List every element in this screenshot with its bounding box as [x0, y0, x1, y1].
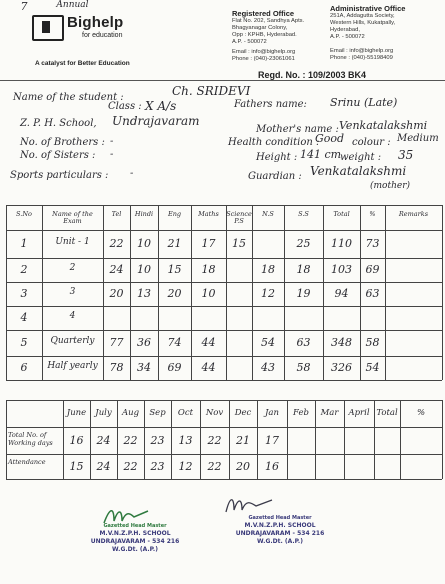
header-divider	[0, 80, 445, 81]
marks-table-row-line	[6, 380, 442, 381]
attendance-cell: 17	[265, 433, 279, 447]
marks-table-cell: 13	[137, 287, 151, 300]
marks-table-header: Remarks	[398, 210, 429, 218]
attendance-cell: 24	[96, 459, 111, 473]
marks-table-cell: 63	[296, 336, 311, 349]
class-value: X A/s	[145, 99, 177, 113]
admin-office-line: A.P. - 500072	[330, 34, 365, 40]
marks-table-row-line	[6, 306, 442, 307]
attendance-cell: 12	[178, 459, 193, 473]
registered-office-line: Bhagyanagar Colony,	[232, 25, 288, 31]
height-value: 141 cm	[300, 148, 342, 161]
marks-table-cell: 77	[109, 336, 124, 349]
weight-value: 35	[398, 148, 414, 162]
marks-table-row-line	[6, 205, 442, 206]
month-header: July	[95, 408, 112, 418]
right-stamp-school: M.V.N.Z.P.H. SCHOOL	[244, 522, 316, 529]
attendance-table-row-line	[6, 454, 442, 455]
marks-table-cell: 6	[20, 361, 28, 374]
left-stamp-place: UNDRAJAVARAM - 534 216	[90, 538, 180, 545]
marks-table-header: Name of the Exam	[52, 210, 93, 225]
marks-table-cell: 110	[331, 237, 352, 250]
bighelp-logo-icon	[32, 15, 64, 41]
marks-table-row-line	[6, 356, 442, 357]
right-stamp	[225, 514, 335, 546]
attendance-table-col-line	[6, 400, 7, 479]
guardian-relation: (mother)	[370, 181, 411, 191]
sports-value: -	[130, 168, 134, 179]
month-header: Oct	[177, 408, 194, 418]
marks-table-cell: 3	[20, 287, 28, 300]
exam-name-cell: 2	[69, 263, 76, 273]
right-stamp-district: W.G.Dt. (A.P.)	[257, 538, 303, 545]
brand-name: Bighelp	[67, 14, 124, 31]
marks-table-cell: 44	[201, 361, 216, 374]
marks-table-cell: 18	[296, 263, 311, 276]
left-stamp-school: M.V.N.Z.P.H. SCHOOL	[99, 530, 171, 537]
marks-table-header: N.S	[262, 210, 274, 218]
registered-office-title: Registered Office	[232, 9, 295, 18]
marks-table-cell: 20	[167, 287, 182, 300]
marks-table-cell: 18	[201, 263, 216, 276]
admin-office	[330, 4, 442, 62]
marks-table-cell: 63	[365, 287, 380, 300]
marks-table-cell: 348	[331, 336, 352, 349]
school-value: Undrajavaram	[112, 114, 200, 128]
admin-office-email: Email : info@bighelp.org	[330, 48, 394, 54]
exam-name-cell: 4	[69, 311, 76, 321]
registration-number: Regd. No. : 109/2003 BK4	[258, 70, 367, 80]
marks-table-col-line	[385, 205, 386, 380]
guardian-label: Guardian :	[248, 171, 302, 182]
marks-table-cell: 58	[365, 336, 380, 349]
brand-subtitle: for education	[82, 32, 123, 39]
sports-label: Sports particulars :	[10, 170, 109, 181]
student-name-label: Name of the student :	[13, 92, 124, 103]
health-value: Good	[315, 132, 345, 145]
marks-table-row-line	[6, 230, 442, 231]
admin-office-line: Western Hills, Kukatpally,	[330, 20, 396, 26]
attendance-cell: 22	[207, 433, 222, 447]
marks-table-header: %	[369, 210, 376, 218]
marks-table-cell: 22	[109, 237, 124, 250]
left-stamp	[80, 522, 190, 554]
mother-value: Venkatalakshmi	[339, 119, 428, 132]
marks-table-cell: 1	[20, 237, 28, 250]
father-value: Srinu (Late)	[330, 96, 398, 109]
marks-table-cell: 69	[365, 263, 380, 276]
guardian-value: Venkatalakshmi	[310, 164, 407, 178]
attendance-cell: 22	[123, 433, 138, 447]
weight-label: weight :	[340, 152, 382, 163]
marks-table-cell: 73	[365, 237, 380, 250]
marks-table-header: Eng	[167, 210, 182, 218]
attendance-cell: 22	[207, 459, 222, 473]
school-label: Z. P. H. School,	[20, 118, 97, 129]
marks-table-cell: 43	[261, 361, 275, 374]
attendance-cell: 23	[150, 433, 165, 447]
registered-office-line: Flat No. 202, Sandhya Apts.	[232, 18, 305, 24]
attendance-cell: 15	[69, 459, 84, 473]
marks-table-cell: 24	[109, 263, 124, 276]
marks-table-cell: 2	[20, 263, 28, 276]
marks-table-row-line	[6, 282, 442, 283]
sisters-value: -	[110, 149, 114, 160]
month-header: Dec	[234, 408, 252, 418]
admin-office-line: Hyderabad,	[330, 27, 360, 33]
marks-table-header: S.No	[16, 210, 32, 218]
marks-table-col-line	[442, 205, 443, 380]
marks-table-cell: 15	[232, 237, 246, 250]
exam-name-cell: Quarterly	[50, 336, 95, 346]
marks-table-row-line	[6, 330, 442, 331]
admin-office-phone: Phone : (040)-55198409	[330, 55, 393, 61]
marks-table-cell: 44	[201, 336, 216, 349]
left-stamp-title: Gazetted Head Master	[103, 523, 167, 529]
marks-table-cell: 58	[296, 361, 311, 374]
month-header: %	[416, 408, 426, 418]
tagline: A catalyst for Better Education	[35, 60, 130, 67]
marks-table-col-line	[226, 205, 227, 380]
exam-name-cell: Annual	[56, 0, 89, 10]
registered-office	[232, 9, 342, 63]
marks-table-cell: 326	[331, 361, 352, 374]
colour-label: colour :	[352, 137, 391, 148]
attendance-cell: 22	[123, 459, 138, 473]
health-label: Health condition :	[228, 137, 320, 148]
exam-name-cell: 3	[69, 287, 76, 297]
marks-table-cell: 10	[137, 263, 151, 276]
marks-table-cell: 36	[137, 336, 151, 349]
marks-table-header: Tel	[111, 210, 122, 218]
month-header: Jan	[265, 408, 279, 418]
marks-table-cell: 78	[109, 361, 124, 374]
month-header: June	[66, 408, 87, 418]
attendance-table-row-line	[6, 400, 442, 401]
marks-table-cell: 5	[20, 336, 28, 349]
marks-table-cell: 17	[201, 237, 216, 250]
marks-table-cell: 94	[334, 287, 349, 300]
marks-table-cell: 54	[261, 336, 275, 349]
height-label: Height :	[256, 152, 298, 163]
month-header: Total	[376, 408, 398, 418]
month-header: Mar	[320, 408, 339, 418]
attendance-table-row-line	[6, 479, 442, 480]
registered-office-line: Opp : KPHB, Hyderabad.	[232, 32, 297, 38]
marks-table-header: Hindi	[134, 210, 154, 218]
marks-table-cell: 21	[167, 237, 182, 250]
left-stamp-district: W.G.Dt. (A.P.)	[112, 546, 158, 553]
marks-table-cell: 10	[201, 287, 216, 300]
marks-table-header: Science P.S	[226, 210, 252, 225]
registered-office-phone: Phone : (040)-23061061	[232, 56, 295, 62]
brothers-label: No. of Brothers :	[20, 137, 105, 148]
marks-table-cell: 15	[167, 263, 182, 276]
admin-office-line: 251A, Addagutta Society,	[330, 13, 395, 19]
attendance-row-label: Attendance	[8, 458, 46, 466]
marks-table-cell: 18	[261, 263, 275, 276]
attendance-cell: 23	[150, 459, 165, 473]
marks-table-cell: 69	[167, 361, 182, 374]
brothers-value: -	[110, 136, 114, 147]
month-header: Sep	[149, 408, 166, 418]
right-stamp-place: UNDRAJAVARAM - 534 216	[235, 530, 325, 537]
marks-table-header: Total	[333, 210, 350, 218]
attendance-cell: 16	[265, 459, 279, 473]
attendance-cell: 21	[236, 433, 250, 447]
marks-table-cell: 25	[296, 237, 311, 250]
marks-table-cell: 7	[20, 0, 28, 13]
exam-name-cell: Half yearly	[47, 361, 98, 371]
attendance-row-label: Total No. of Working days	[8, 431, 53, 447]
attendance-cell: 13	[178, 433, 193, 447]
father-label: Fathers name:	[234, 99, 307, 110]
marks-table-header: Maths	[198, 210, 219, 218]
month-header: Feb	[293, 408, 309, 418]
marks-table-cell: 34	[137, 361, 151, 374]
marks-table-cell: 103	[331, 263, 352, 276]
exam-name-cell: Unit - 1	[55, 237, 90, 247]
marks-table-cell: 74	[167, 336, 182, 349]
marks-table-cell: 54	[365, 361, 380, 374]
attendance-table-row-line	[6, 427, 442, 428]
colour-value: Medium	[397, 133, 439, 144]
month-header: Aug	[121, 408, 140, 418]
marks-table-cell: 12	[261, 287, 275, 300]
registered-office-email: Email : info@bighelp.org	[232, 49, 296, 55]
attendance-table-col-line	[442, 400, 443, 479]
registered-office-line: A.P. - 500072	[232, 39, 267, 45]
admin-office-title: Administrative Office	[330, 4, 406, 13]
attendance-cell: 24	[96, 433, 111, 447]
marks-table-cell: 4	[20, 311, 28, 324]
class-label: Class :	[108, 101, 142, 112]
attendance-cell: 16	[69, 433, 84, 447]
marks-table-cell: 20	[109, 287, 124, 300]
marks-table-cell: 19	[296, 287, 311, 300]
marks-table-row-line	[6, 258, 442, 259]
sisters-label: No. of Sisters :	[20, 150, 96, 161]
mother-label: Mother's name :	[256, 124, 339, 135]
right-stamp-title: Gazetted Head Master	[248, 515, 312, 521]
marks-table-header: S.S	[298, 210, 309, 218]
student-name-value: Ch. SRIDEVI	[172, 84, 251, 98]
attendance-cell: 20	[236, 459, 250, 473]
month-header: Nov	[205, 408, 224, 418]
month-header: April	[348, 408, 370, 418]
marks-table-cell: 10	[137, 237, 151, 250]
